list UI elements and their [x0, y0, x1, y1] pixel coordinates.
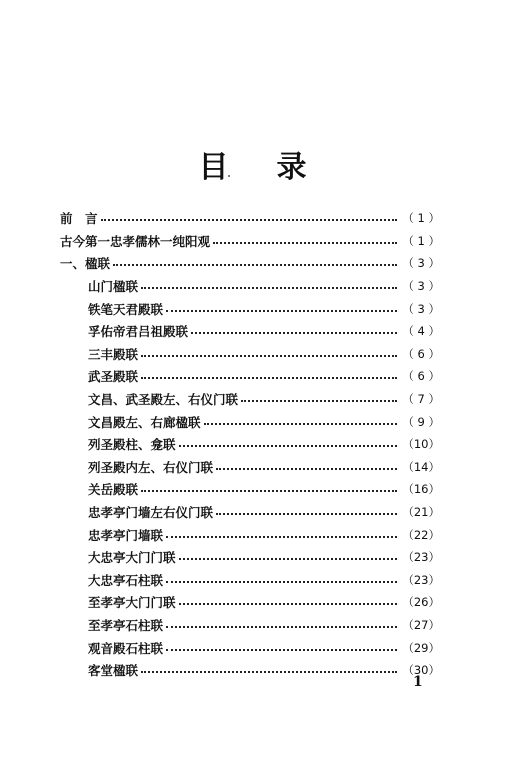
toc-entry-title: 客堂楹联 — [88, 663, 139, 679]
dot-leader — [204, 423, 397, 425]
toc-entry-title: 至孝亭大门门联 — [88, 595, 176, 611]
toc-entry — [60, 410, 440, 433]
toc-entry — [60, 456, 440, 479]
toc-entry-page: （ 3 ） — [402, 279, 440, 294]
toc-entry — [60, 433, 440, 456]
toc-entry-page: （10） — [402, 437, 440, 452]
toc-entry-title: 古今第一忠孝儒林一纯阳观 — [60, 233, 211, 249]
toc-entry — [60, 207, 440, 230]
dot-leader — [191, 332, 397, 334]
dot-leader — [213, 242, 397, 244]
toc-entry-title: 山门楹联 — [88, 279, 139, 295]
toc-entry-title: 大忠亭石柱联 — [88, 572, 164, 588]
dot-leader — [166, 649, 397, 651]
dot-leader — [101, 219, 397, 221]
toc-entry — [60, 659, 440, 682]
toc-entry-page: （30） — [402, 663, 440, 678]
dot-leader — [141, 671, 397, 673]
toc-entry-title: 忠孝亭门墙左右仪门联 — [88, 505, 214, 521]
toc-entry-page: （21） — [402, 505, 440, 520]
dot-leader — [166, 310, 397, 312]
toc-entry-page: （ 4 ） — [402, 324, 440, 339]
table-of-contents — [60, 207, 440, 681]
toc-entry — [60, 546, 440, 569]
toc-entry-title: 忠孝亭门墙联 — [88, 527, 164, 543]
toc-entry-title: 列圣殿内左、右仪门联 — [88, 459, 214, 475]
toc-entry — [60, 230, 440, 253]
toc-entry-page: （26） — [402, 595, 440, 610]
toc-entry — [60, 523, 440, 546]
toc-entry-title: 武圣殿联 — [88, 369, 139, 385]
toc-entry — [60, 320, 440, 343]
page-title — [0, 142, 505, 186]
toc-entry-title: 铁笔天君殿联 — [88, 301, 164, 317]
toc-entry-title: 前 言 — [60, 211, 98, 227]
toc-entry-page: （ 3 ） — [402, 301, 440, 316]
toc-entry-title: 至孝亭石柱联 — [88, 617, 164, 633]
toc-entry — [60, 365, 440, 388]
dot-leader — [216, 513, 397, 515]
toc-entry-title: 列圣殿柱、龛联 — [88, 437, 176, 453]
print-speck — [228, 175, 230, 177]
toc-entry-page: （ 6 ） — [402, 369, 440, 384]
dot-leader — [166, 626, 397, 628]
toc-entry-page: （23） — [402, 550, 440, 565]
dot-leader — [141, 287, 397, 289]
dot-leader — [179, 445, 397, 447]
toc-entry — [60, 591, 440, 614]
dot-leader — [241, 400, 397, 402]
toc-entry-page: （29） — [402, 640, 440, 655]
toc-entry-title: 观音殿石柱联 — [88, 640, 164, 656]
toc-entry-page: （ 6 ） — [402, 346, 440, 361]
toc-entry-page: （ 1 ） — [402, 233, 440, 248]
page-number: 1 — [413, 674, 423, 690]
toc-entry — [60, 501, 440, 524]
toc-entry — [60, 569, 440, 592]
toc-entry-title: 关岳殿联 — [88, 482, 139, 498]
dot-leader — [179, 558, 397, 560]
dot-leader — [216, 468, 397, 470]
title-char-1: 目 — [198, 150, 229, 185]
toc-entry-page: （27） — [402, 617, 440, 632]
toc-entry — [60, 252, 440, 275]
toc-entry — [60, 275, 440, 298]
toc-entry-page: （16） — [402, 482, 440, 497]
toc-entry-page: （ 1 ） — [402, 211, 440, 226]
toc-entry-title: 文昌、武圣殿左、右仪门联 — [88, 392, 239, 408]
dot-leader — [141, 490, 397, 492]
toc-entry-page: （ 9 ） — [402, 414, 440, 429]
toc-entry-title: 孚佑帝君吕祖殿联 — [88, 324, 189, 340]
toc-entry-title: 一、楹联 — [60, 256, 111, 272]
toc-entry-title: 文昌殿左、右廊楹联 — [88, 414, 201, 430]
toc-entry — [60, 636, 440, 659]
dot-leader — [113, 264, 397, 266]
toc-entry — [60, 343, 440, 366]
toc-entry-page: （22） — [402, 527, 440, 542]
toc-entry-page: （ 7 ） — [402, 392, 440, 407]
toc-entry — [60, 388, 440, 411]
toc-entry-page: （14） — [402, 459, 440, 474]
title-char-2: 录 — [276, 150, 307, 185]
toc-entry — [60, 297, 440, 320]
toc-entry — [60, 478, 440, 501]
dot-leader — [166, 536, 397, 538]
dot-leader — [141, 355, 397, 357]
dot-leader — [179, 603, 397, 605]
toc-entry-title: 三丰殿联 — [88, 346, 139, 362]
dot-leader — [141, 377, 397, 379]
toc-entry-page: （ 3 ） — [402, 256, 440, 271]
dot-leader — [166, 581, 397, 583]
toc-entry-title: 大忠亭大门门联 — [88, 550, 176, 566]
toc-entry-page: （23） — [402, 572, 440, 587]
toc-entry — [60, 614, 440, 637]
